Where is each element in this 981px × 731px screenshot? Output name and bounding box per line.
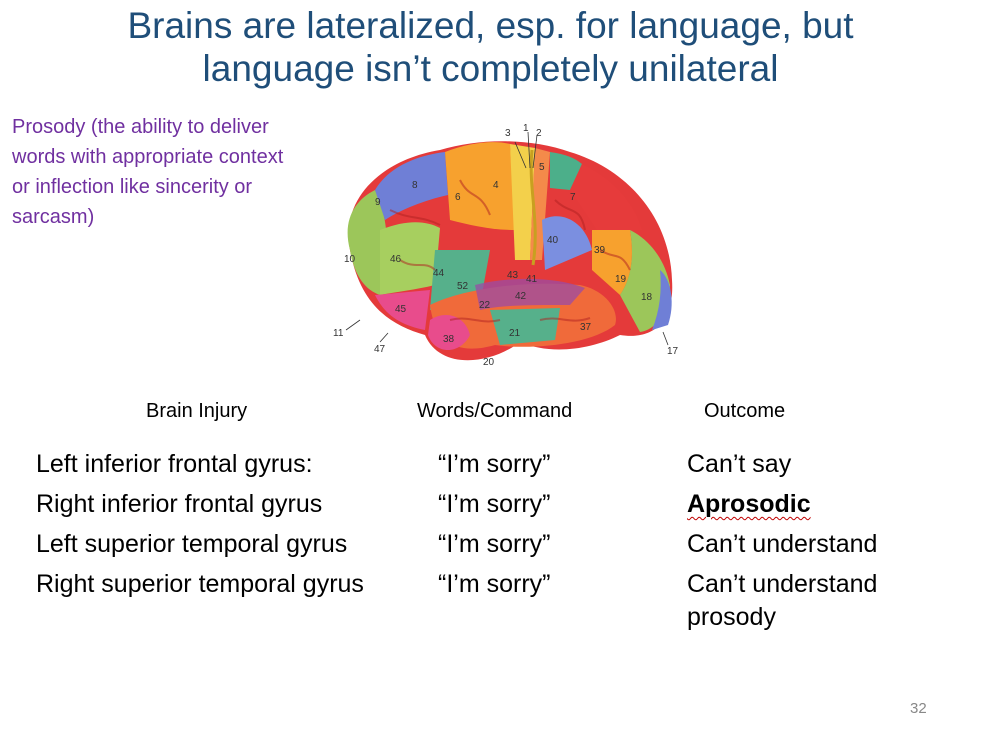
words-cell: “I’m sorry” [438, 490, 551, 518]
area-label: 11 [333, 328, 344, 339]
area-label: 52 [457, 281, 469, 292]
area-label: 18 [641, 292, 653, 303]
title-line-1: Brains are lateralized, esp. for language, but [127, 5, 854, 46]
brain-illustration [330, 120, 690, 375]
brodmann-brain-figure [330, 120, 690, 375]
area-label: 9 [375, 197, 381, 208]
area-label: 4 [493, 180, 499, 191]
area-label: 41 [526, 274, 538, 285]
title-line-2: language isn’t completely unilateral [202, 48, 779, 89]
header-words-command: Words/Command [417, 400, 573, 422]
area-label: 46 [390, 254, 402, 265]
words-cell: “I’m sorry” [438, 570, 551, 598]
area-label: 7 [570, 192, 576, 203]
area-label: 6 [455, 192, 461, 203]
area-label: 3 [505, 128, 511, 139]
page-number: 32 [910, 700, 927, 717]
area-label: 45 [395, 304, 407, 315]
header-outcome: Outcome [704, 400, 786, 422]
header-brain-injury: Brain Injury [146, 400, 248, 422]
area-label: 19 [615, 274, 627, 285]
outcome-cell: Can’t say [687, 450, 792, 478]
words-cell: “I’m sorry” [438, 450, 551, 478]
area-label: 21 [509, 328, 521, 339]
area-label: 43 [507, 270, 519, 281]
slide-title [0, 4, 981, 90]
injury-cell: Left inferior frontal gyrus: [36, 450, 313, 478]
area-label: 22 [479, 300, 491, 311]
outcome-cell: Can’t understand [687, 570, 878, 598]
injury-cell: Right superior temporal gyrus [36, 570, 364, 598]
area-label: 47 [374, 344, 386, 355]
outcome-cell-continued: prosody [687, 603, 776, 631]
area-label: 38 [443, 334, 455, 345]
area-label: 17 [667, 346, 679, 357]
area-label: 40 [547, 235, 559, 246]
area-label: 37 [580, 322, 592, 333]
area-label: 8 [412, 180, 418, 191]
injury-cell: Left superior temporal gyrus [36, 530, 348, 558]
area-label: 39 [594, 245, 606, 256]
injury-cell: Right inferior frontal gyrus [36, 490, 323, 518]
outcome-cell: Can’t understand [687, 530, 878, 558]
outcome-cell-aprosodic: Aprosodic [687, 490, 811, 518]
prosody-note: Prosody (the ability to deliver words with appropriate context or inflection like sincerity or sarcasm) [12, 116, 284, 228]
area-label: 2 [536, 128, 542, 139]
area-label: 44 [433, 268, 445, 279]
words-cell: “I’m sorry” [438, 530, 551, 558]
area-label: 10 [344, 254, 356, 265]
area-label: 1 [523, 123, 529, 134]
area-label: 42 [515, 291, 527, 302]
area-label: 20 [483, 357, 495, 368]
area-label: 5 [539, 162, 545, 173]
